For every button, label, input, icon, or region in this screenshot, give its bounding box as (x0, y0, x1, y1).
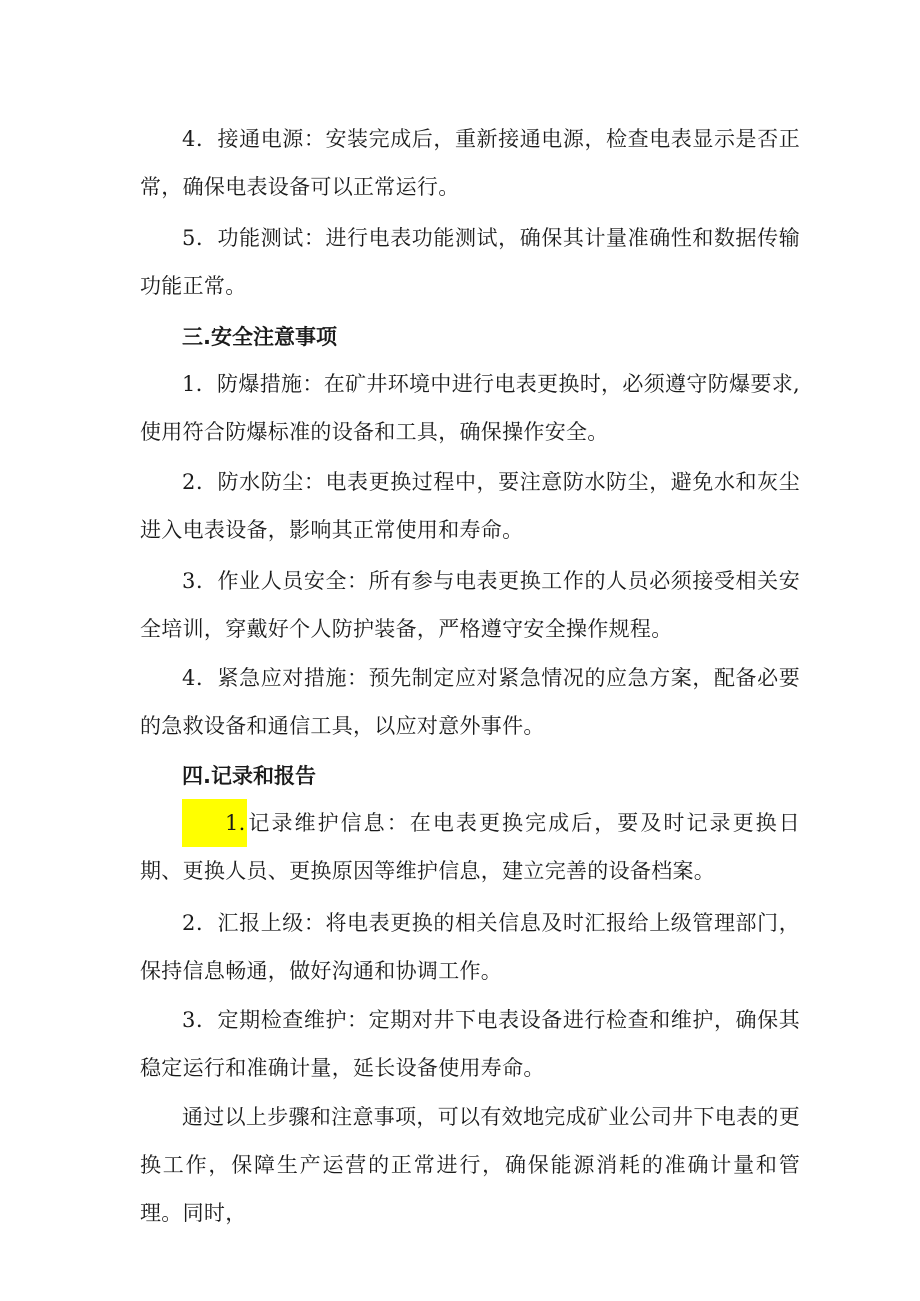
item-number: 2 (182, 911, 196, 935)
item-text: ．紧急应对措施：预先制定应对紧急情况的应急方案，配备必要的急救设备和通信工具，以应对意外事件。 (140, 666, 800, 738)
item-text: ．汇报上级：将电表更换的相关信息及时汇报给上级管理部门，保持信息畅通，做好沟通和协调工作。 (140, 911, 800, 983)
item-number: 4 (182, 666, 196, 690)
install-step-5 (140, 214, 800, 310)
highlighted-number: 1. (182, 799, 247, 847)
item-number: 3 (182, 569, 196, 593)
records-item-1 (140, 799, 800, 895)
item-number: 3 (182, 1008, 196, 1032)
conclusion-paragraph: 通过以上步骤和注意事项，可以有效地完成矿业公司井下电表的更换工作，保障生产运营的正常进行，确保能源消耗的准确计量和管理。同时， (140, 1105, 800, 1225)
item-text: ．作业人员安全：所有参与电表更换工作的人员必须接受相关安全培训，穿戴好个人防护装备，严格遵守安全操作规程。 (140, 569, 800, 641)
records-item-2 (140, 899, 800, 995)
item-number: 5 (182, 226, 196, 250)
item-text: ．防爆措施：在矿井环境中进行电表更换时，必须遵守防爆要求,使用符合防爆标准的设备和工具，确保操作安全。 (140, 372, 800, 444)
safety-item-1 (140, 360, 800, 456)
item-text: ．定期检查维护：定期对井下电表设备进行检查和维护，确保其稳定运行和准确计量，延长设备使用寿命。 (140, 1008, 800, 1080)
records-item-3 (140, 996, 800, 1092)
safety-item-3 (140, 557, 800, 653)
item-text: ．接通电源：安装完成后，重新接通电源，检查电表显示是否正常，确保电表设备可以正常运行。 (140, 127, 800, 199)
item-text: ．防水防尘：电表更换过程中，要注意防水防尘，避免水和灰尘进入电表设备，影响其正常使用和寿命。 (140, 470, 800, 542)
section-heading-safety: 三.安全注意事项 (182, 325, 337, 349)
item-number: 2 (182, 470, 196, 494)
safety-item-2 (140, 458, 800, 554)
install-step-4 (140, 115, 800, 211)
item-number: 4 (182, 127, 196, 151)
section-heading-records: 四.记录和报告 (182, 764, 316, 788)
item-text: 记录维护信息：在电表更换完成后，要及时记录更换日期、更换人员、更换原因等维护信息，建立完善的设备档案。 (140, 811, 800, 883)
safety-item-4 (140, 654, 800, 750)
item-text: ．功能测试：进行电表功能测试，确保其计量准确性和数据传输功能正常。 (140, 226, 800, 298)
item-number: 1 (182, 372, 196, 396)
